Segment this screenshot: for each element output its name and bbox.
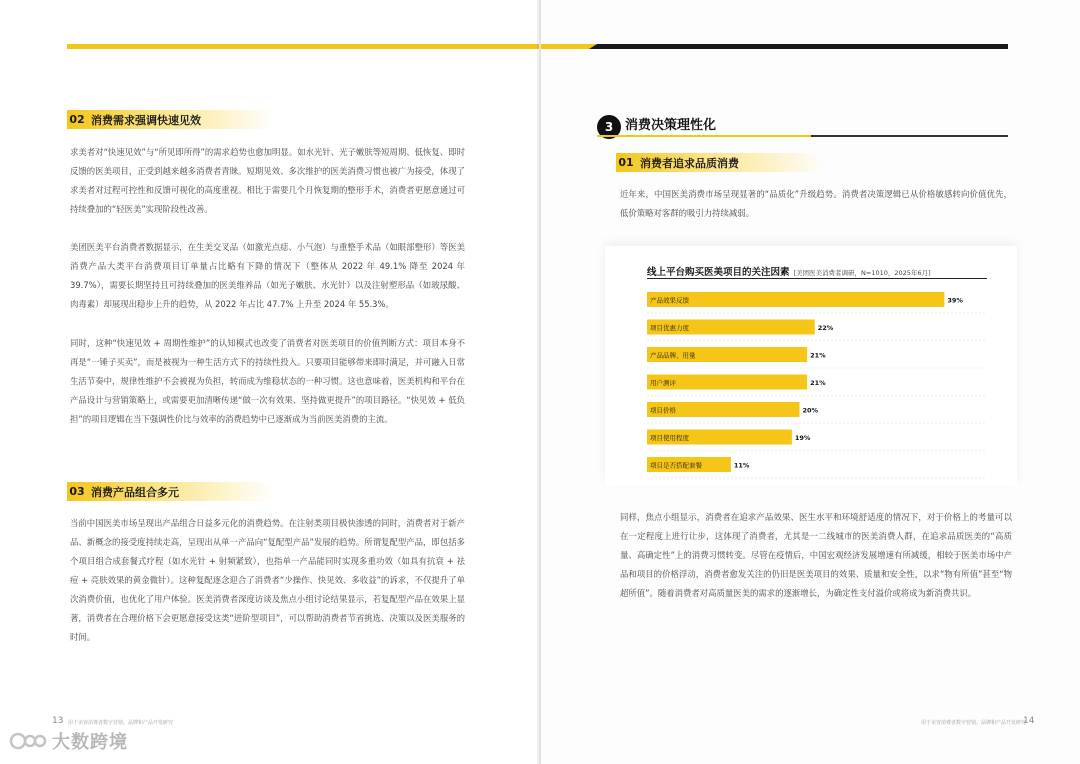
section-03-header — [67, 482, 327, 501]
top-accent-bar-black — [589, 44, 1008, 49]
section-02-header — [67, 110, 327, 129]
watermark-logo-icon — [8, 730, 48, 752]
section-number: 03 — [69, 485, 85, 498]
paragraph: 美团医美平台消费者数据显示，在生美交叉品（如激光点痣、小气泡）与重整手术品（如眼部整形）等医美消费产品大类平台消费项目订单量占比略有下降的情况下（整体从 2022 年 49.1% 降至 2024 年 39.7%），需要长期坚持且可持续叠加的医美维养品（如光子嫩肤、水光针）以及注射塑形品（如玻尿酸、肉毒素）却展现出稳步上升的趋势，从 2022 年占比 47.7% 上升至 2024 年 55.3%。 — [70, 242, 465, 309]
page-number: 13 — [52, 716, 64, 726]
value-label: 21% — [810, 379, 826, 387]
category-label: 产品效果反馈 — [650, 296, 689, 305]
category-label: 项目价格 — [650, 406, 676, 415]
paragraph: 同样，焦点小组显示，消费者在追求产品效果、医生水平和环境舒适度的情况下，对于价格上的考量可以在一定程度上进行让步，这体现了消费者，尤其是一二线城市的医美消费人群，在追求品质医美的“高质量、高确定性”上的消费习惯转变。尽管在疫情后，中国宏观经济发展增速有所减缓，相较于医美市场中产品和项目的价格浮动，消费者愈发关注的仍旧是医美项目的效果、质量和安全性，以求“物有所值”甚至“物超所值”。随着消费者对高质量医美的需求的逐渐增长，为确定性支付溢价或将成为新消费共识。 — [620, 512, 1012, 598]
value-label: 11% — [733, 461, 750, 470]
category-label: 产品品牌、用量 — [650, 351, 696, 360]
section-number: 02 — [69, 113, 85, 126]
paragraph: 求美者对“快速见效”与“所见即所得”的需求趋势也愈加明显。如水光针、光子嫩肤等短周期、低恢复、即时反馈的医美项目，正受到越来越多消费者青睐。短期见效、多次维护的医美消费习惯也被广为接受，体现了求美者对过程可控性和反馈可视化的高度重视。相比于需要几个月恢复期的整形手术，消费者更愿意通过可持续叠加的“轻医美”实现阶段性改善。 — [70, 147, 465, 214]
category-label: 用户测评 — [650, 379, 676, 387]
chapter-title: 消费决策理性化 — [625, 118, 717, 133]
chart-title: 线上平台购买医美项目的关注因素 — [647, 267, 790, 278]
top-accent-bar — [67, 44, 539, 49]
chart-card — [605, 246, 1017, 486]
watermark-text: 大数跨境 — [52, 732, 128, 753]
footer-text: 用于美容消费者数字营销、品牌和产品开发研究 — [68, 720, 174, 726]
watermark — [8, 728, 128, 754]
bar-1 — [647, 292, 944, 307]
value-label: 19% — [794, 434, 811, 442]
paragraph: 近年来，中国医美消费市场呈现显著的“品质化”升级趋势。消费者决策逻辑已从价格敏感转向价值优先，低价策略对客群的吸引力持续减弱。 — [620, 189, 1012, 218]
section-title: 消费者追求品质消费 — [640, 156, 739, 170]
page-number: 14 — [1023, 716, 1035, 726]
chapter-underline-yellow — [597, 135, 811, 137]
chart-source: [美团医美消费者调研，N=1010，2025年6月] — [793, 269, 931, 277]
paragraph: 当前中国医美市场呈现出产品组合日益多元化的消费趋势。在注射类项目极快渗透的同时，消费者对于新产品、新概念的接受度持续走高，呈现出从单一产品向“复配型产品”发展的趋势。所谓复配型产品，即包括多个项目组合成套餐式疗程（如水光针 + 射频紧致），也指单一产品能同时实现多重功效（如具有抗衰 + 祛痘 + 亮肤效果的黄金微针）。这种复配逐念迎合了消费者“少操作、快见效、多收益”的诉求，不仅提升了单次消费价值，也优化了用户体验。医美消费者深度访谈及焦点小组讨论结果显示，若复配型产品在效果上显著，消费者在合理价格下会更愿意接受这类“进阶型项目”，可以帮助消费者节省挑选、决策以及医美服务的时间。 — [70, 518, 465, 642]
value-label: 22% — [817, 324, 834, 332]
category-label: 项目是否搭配套餐 — [650, 461, 702, 470]
value-label: 39% — [947, 296, 963, 305]
category-label: 项目优惠力度 — [650, 324, 689, 332]
category-label: 项目使用程度 — [650, 434, 689, 442]
footer-text: 用于美容消费者数字营销、品牌和产品开发研究 — [921, 720, 1027, 726]
value-label: 21% — [810, 351, 826, 360]
section-01-header — [616, 153, 876, 172]
bar-chart — [605, 246, 1017, 486]
paragraph: 同时，这种“快速见效 + 周期性维护”的认知模式也改变了消费者对医美项目的价值判断方式：项目本身不再是“一锤子买卖”，而是被视为一种生活方式下的持续性投入。只要项目能够带来即时满足，并可融入日常生活节奏中，规律性维护不会被视为负担，转而成为维稳状态的一种习惯。这也意味着，医美机构和平台在产品设计与营销策略上，或需要更加清晰传递“做一次有效果、坚持做更提升”的项目路径。“快见效 + 低负担”的项目逻辑在当下强调性价比与效率的消费趋势中已逐渐成为当前医美消费的主流。 — [70, 338, 465, 424]
section-number: 01 — [618, 156, 634, 169]
section-title: 消费产品组合多元 — [91, 485, 179, 499]
left-page — [0, 0, 539, 764]
section-title: 消费需求强调快速见效 — [91, 113, 201, 127]
chapter-underline-black — [811, 135, 1008, 137]
right-page — [541, 0, 1080, 764]
value-label: 20% — [802, 406, 819, 415]
chapter-number-badge: 3 — [597, 115, 621, 139]
top-accent-bar-yellow — [541, 44, 596, 49]
